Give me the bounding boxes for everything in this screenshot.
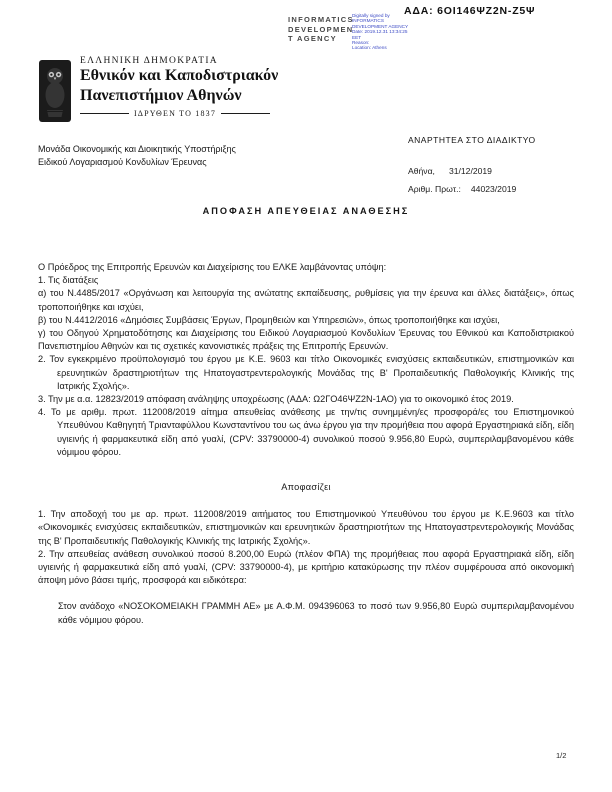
republic-label: ΕΛΛΗΝΙΚΗ ΔΗΜΟΚΡΑΤΙΑ xyxy=(80,56,218,66)
city-label: Αθήνα, xyxy=(408,166,435,176)
contractor-paragraph: Στον ανάδοχο «ΝΟΣΟΚΟΜΕΙΑΚΗ ΓΡΑΜΜΗ ΑΕ» με Α.Φ.Μ. 094396063 το ποσό των 9.956,80 Ευρώ συμπεριλαμβανομένου κάθε νόμιμου φόρου. xyxy=(58,601,574,625)
signature-detail-line: Date: 2019.12.31 13:34:25 xyxy=(352,29,408,35)
founded-label: ΙΔΡΥΘΕΝ ΤΟ 1837 xyxy=(133,109,217,118)
founded-rule-left xyxy=(80,113,129,114)
consideration-item: 1. Τις διατάξεις xyxy=(38,275,99,286)
founded-rule-right xyxy=(221,113,270,114)
digital-signature-stamp xyxy=(288,15,354,44)
stamp-agency-line: T AGENCY xyxy=(288,34,337,43)
university-name-line1: Εθνικόν και Καποδιστριακόν xyxy=(80,67,279,84)
protocol-label: Αριθμ. Πρωτ.: xyxy=(408,184,461,194)
body-intro: Ο Πρόεδρος της Επιτροπής Ερευνών και Διαχείρισης του ΕΛΚΕ λαμβάνοντας υπόψη: xyxy=(38,262,387,272)
date-line xyxy=(408,166,492,176)
unit-line2: Ειδικού Λογαριασμού Κονδυλίων Έρευνας xyxy=(38,157,207,167)
consideration-item: 4. Το με αριθμ. πρωτ. 112008/2019 αίτημα απευθείας ανάθεσης με την/τις συνημμένη/ες προσφορά/ες του Επιστημονικού Υπευθύνου Καθηγητή Τριανταφύλλου Κωνσταντίνου του ως άνω έργου για την προμήθεια που αφορά Εργαστηριακά είδη, είδη υγιεινής ή φαρμακευτικά είδη από γυαλί, (CPV: 33790000-4) συνολικού ποσού 9.956,80 Ευρώ, συμπεριλαμβανομένου κάθε νόμιμου φόρου. xyxy=(38,407,574,457)
page-number: 1/2 xyxy=(556,751,567,760)
signature-detail-line: Digitally signed by xyxy=(352,13,390,18)
consideration-subitem: γ) του Οδηγού Χρηματοδότησης και Διαχείρισης του Ειδικού Λογαριασμού Κονδυλίων Έρευνας του Εθνικού και Καποδιστριακού Πανεπιστημίου Αθηνών και τις σχετικές κανονιστικές πράξεις της Επιτροπής Ερευνών. xyxy=(38,328,574,352)
stamp-agency-line: DEVELOPMEN xyxy=(288,24,354,34)
issuing-unit xyxy=(38,143,236,169)
unit-line1: Μονάδα Οικονομικής και Διοικητικής Υποστήριξης xyxy=(38,144,236,154)
ada-code: ΑΔΑ: 6ΟΙ146ΨΖ2Ν-Ζ5Ψ xyxy=(404,5,536,17)
consideration-subitem: α) του Ν.4485/2017 «Οργάνωση και λειτουργία της ανώτατης εκπαίδευσης, ρυθμίσεις για την έρευνα και άλλες διατάξεις», όπως τροποποιήθηκε και ισχύει, xyxy=(38,288,574,312)
consideration-item: 2. Τον εγκεκριμένο προϋπολογισμό του έργου με Κ.Ε. 9603 και τίτλο Οικονομικές ενισχύσεις εκπαιδευτικών, επιστημονικών και ερευνητικών δραστηριοτήτων της Ηπατογαστρεντερολογικής Μονάδας της Β' Προπαιδευτικής Παθολογικής Κλινικής της Ιατρικής Σχολής». xyxy=(38,354,574,391)
consideration-subitem: β) του Ν.4412/2016 «Δημόσιες Συμβάσεις Έργων, Προμηθειών και Υπηρεσιών», όπως τροποποιήθηκε και ισχύει, xyxy=(38,314,500,325)
document-body xyxy=(38,261,574,627)
signature-details xyxy=(352,13,432,51)
university-emblem-icon xyxy=(38,59,72,123)
publish-notice: ΑΝΑΡΤΗΤΕΑ ΣΤΟ ΔΙΑΔΙΚΤΥΟ xyxy=(408,135,536,145)
document-date: 31/12/2019 xyxy=(448,166,492,176)
letterhead xyxy=(80,56,320,118)
signature-detail-line: Location: Athens xyxy=(352,45,387,51)
protocol-line xyxy=(408,184,516,194)
signature-detail-line: Reason: xyxy=(352,40,370,46)
stamp-agency-line: INFORMATICS xyxy=(288,15,354,24)
decision-item: 1. Την αποδοχή του με αρ. πρωτ. 112008/2019 αιτήματος του Επιστημονικού Υπευθύνου του έργου με Κ.Ε.9603 και τίτλο «Οικονομικές ενισχύσεις εκπαιδευτικών, επιστημονικών και ερευνητικών δραστηριοτήτων της Ηπατογαστρεντερολογικής Μονάδας της Β' Προπαιδευτικής Παθολογικής Κλινικής της Ιατρικής Σχολής». xyxy=(38,509,574,546)
university-name-line2: Πανεπιστήμιον Αθηνών xyxy=(80,86,242,104)
consideration-item: 3. Την με α.α. 12823/2019 απόφαση ανάληψης υποχρέωσης (ΑΔΑ: Ω2ΓΟ46ΨΖ2Ν-1ΑΟ) για το οικονομικό έτος 2019. xyxy=(38,394,514,405)
signature-detail-line: EET xyxy=(352,34,362,40)
decision-item: 2. Την απευθείας ανάθεση συνολικού ποσού 8.200,00 Ευρώ (πλέον ΦΠΑ) της προμήθειας που αφορά Εργαστηριακά είδη, είδη υγιεινής ή φαρμακευτικά είδη από γυαλί, (CPV: 33790000-4), με κριτήριο κατακύρωσης την πλέον συμφέρουσα από οικονομική άποψη μόνο βάσει τιμής, προσφορά και ειδικότερα: xyxy=(38,548,574,586)
protocol-number: 44023/2019 xyxy=(470,184,517,194)
decision-heading: Αποφασίζει xyxy=(281,482,331,493)
signature-detail-line: DEVELOPMENT AGENCY xyxy=(352,23,409,29)
founded-line xyxy=(80,109,270,118)
document-title: ΑΠΟΦΑΣΗ ΑΠΕΥΘΕΙΑΣ ΑΝΑΘΕΣΗΣ xyxy=(202,206,410,216)
signature-detail-line: INFORMATICS xyxy=(352,18,384,24)
